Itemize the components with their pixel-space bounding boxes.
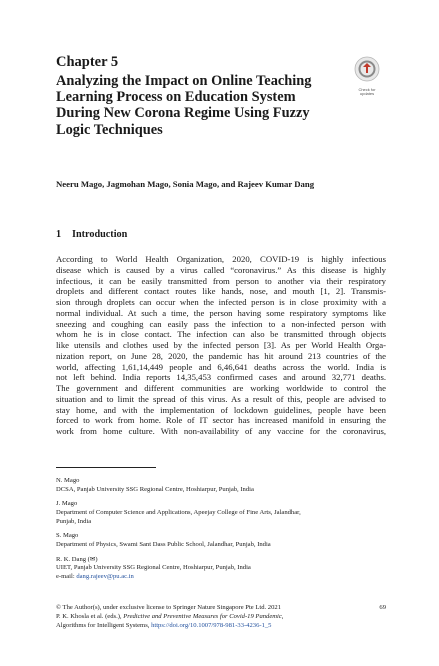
- affiliation-block: [56, 477, 386, 495]
- chapter-label: Chapter 5: [56, 54, 119, 70]
- copyright-line: © The Author(s), under exclusive license to Springer Nature Singapore Pte Ltd. 2021: [56, 604, 281, 611]
- affiliation-block: [56, 556, 386, 583]
- section-title: Introduction: [72, 229, 128, 240]
- affiliation-author: R. K. Dang (✉): [56, 555, 98, 563]
- check-updates-label: updates: [359, 91, 375, 97]
- doi-link[interactable]: https://doi.org/10.1007/978-981-33-4236-1_5: [151, 622, 272, 630]
- affiliation-address: DCSA, Panjab University SSG Regional Centre, Hoshiarpur, Punjab, India: [56, 485, 254, 493]
- body-line: whom he is in close contact. The infection can also be transmitted through objects: [56, 329, 386, 340]
- body-line: not left behind. India reports 14,35,453 confirmed cases and around 32,771 deaths.: [56, 372, 386, 383]
- section-heading: [56, 229, 127, 240]
- affiliation-author: J. Mago: [56, 500, 78, 508]
- affiliation-address: UIET, Panjab University SSG Regional Centre, Hoshiarpur, Punjab, India: [56, 564, 251, 572]
- affiliation-address: Department of Physics, Swami Sant Dass Public School, Jalandhar, Punjab, India: [56, 541, 271, 549]
- affiliations: [56, 477, 386, 588]
- body-line: The government and different communities are working worldwide to control the: [56, 383, 386, 393]
- chapter-title-line: Learning Process on Education System: [56, 89, 296, 106]
- chapter-title-line: Analyzing the Impact on Online Teaching: [56, 73, 312, 89]
- affiliation-block: [56, 500, 386, 527]
- affiliation-block: [56, 532, 386, 550]
- body-line: disease which is caused by a virus called “coronavirus.” As this disease is highly: [56, 264, 386, 275]
- body-line: world, affecting 1,61,14,449 people and 6,46,641 deaths across the world. India is: [56, 361, 386, 372]
- body-line: sion through droplets can occur when the infected person is in close proximity with a: [56, 297, 386, 307]
- body-line: normal individual. At such a time, the person having some respiratory symptoms like: [56, 307, 386, 318]
- citation-punct: ,: [281, 613, 284, 621]
- email-link[interactable]: dang.rajeev@pu.ac.in: [76, 573, 134, 581]
- page-footer: [56, 603, 386, 630]
- email-label: e-mail:: [56, 573, 77, 581]
- page-number: 69: [379, 604, 386, 611]
- affiliation-author: N. Mago: [56, 477, 80, 484]
- citation-editors: P. K. Khosla et al. (eds.),: [56, 613, 124, 621]
- series-line: [56, 621, 386, 630]
- body-line: infectious, it can be easily transmitted from person to another via their respiratory: [56, 275, 386, 286]
- body-line: sneezing and coughing can easily pass the infection to a non-infected person with: [56, 318, 386, 329]
- affiliation-author: S. Mago: [56, 532, 79, 540]
- body-line: like utensils and clothes used by the infected person [3]. As per World Health Orga-: [56, 340, 386, 350]
- body-line: stay home, and with the implementation of lockdown guidelines, people have been: [56, 404, 386, 415]
- check-updates-icon: [354, 56, 380, 82]
- check-for-updates-button[interactable]: [353, 56, 381, 97]
- section-number: 1: [56, 229, 62, 240]
- body-line: droplets and different contact routes like hands, nose, and mouth [1, 2]. Transmis-: [56, 286, 386, 297]
- chapter-title-line: Logic Techniques: [56, 121, 163, 138]
- series-name: Algorithms for Intelligent Systems,: [56, 622, 152, 630]
- check-updates-label: Check for: [358, 87, 376, 92]
- body-line: forced to work from home. Role of IT sector has increased manifold in ensuring the: [56, 415, 386, 426]
- email-line: [56, 573, 386, 582]
- affiliation-address: Punjab, India: [56, 518, 92, 526]
- body-line: situation and to limit the spread of this virus. As a result of this, people are advised to: [56, 393, 386, 404]
- chapter-title: [56, 73, 346, 138]
- body-line: work from home culture. With non-availability of any vaccine for the coronavirus,: [56, 426, 386, 436]
- footnote-divider: [56, 467, 156, 468]
- body-line: According to World Health Organization, 2020, COVID-19 is highly infectious: [56, 254, 386, 264]
- citation-line: [56, 612, 386, 621]
- body-paragraph: [56, 254, 386, 437]
- chapter-title-line: During New Corona Regime Using Fuzzy: [56, 105, 310, 122]
- affiliation-address: Department of Computer Science and Applications, Apeejay College of Fine Arts, Jalandhar,: [56, 509, 301, 517]
- book-title: Predictive and Preventive Measures for Covid-19 Pandemic: [123, 613, 282, 621]
- author-list: Neeru Mago, Jagmohan Mago, Sonia Mago, and Rajeev Kumar Dang: [56, 179, 315, 189]
- body-line: nization report, on June 28, 2020, the pandemic has hit around 213 countries of the: [56, 350, 386, 361]
